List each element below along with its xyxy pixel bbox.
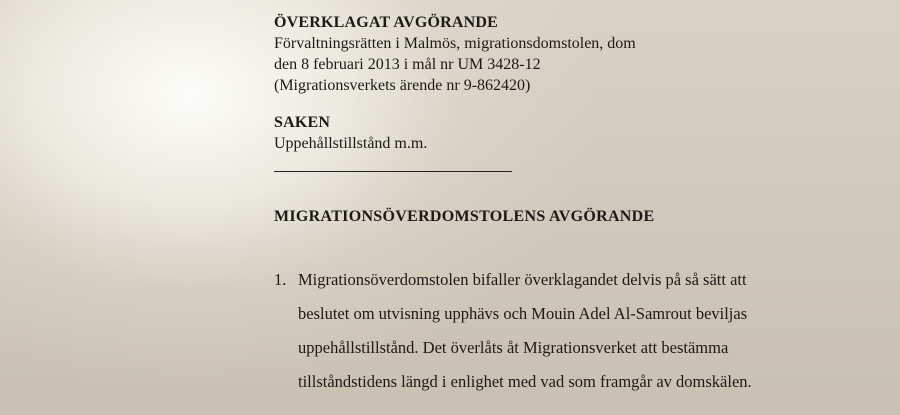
appealed-decision-line: den 8 februari 2013 i mål nr UM 3428-12 bbox=[274, 56, 541, 73]
ruling-item-number: 1. bbox=[274, 270, 287, 289]
ruling-item-line: Migrationsöverdomstolen bifaller överklagandet delvis på så sätt att bbox=[298, 270, 747, 289]
ruling-item-line: uppehållstillstånd. Det överlåts åt Migrationsverket att bestämma bbox=[298, 338, 729, 357]
appealed-decision-line: (Migrationsverkets ärende nr 9-862420) bbox=[274, 77, 531, 94]
ruling-item bbox=[274, 263, 874, 399]
appealed-decision-heading: ÖVERKLAGAT AVGÖRANDE bbox=[274, 14, 499, 31]
ruling-item-line: beslutet om utvisning upphävs och Mouin Adel Al-Samrout beviljas bbox=[298, 304, 748, 323]
ruling-item-line: tillståndstidens längd i enlighet med vad som framgår av domskälen. bbox=[298, 372, 752, 391]
case-text: Uppehållstillstånd m.m. bbox=[274, 135, 428, 152]
case-heading: SAKEN bbox=[274, 114, 331, 131]
appealed-decision-line: Förvaltningsrätten i Malmös, migrationsdomstolen, dom bbox=[274, 35, 636, 52]
document-body bbox=[274, 12, 874, 399]
ruling-heading: MIGRATIONSÖVERDOMSTOLENS AVGÖRANDE bbox=[274, 208, 655, 225]
